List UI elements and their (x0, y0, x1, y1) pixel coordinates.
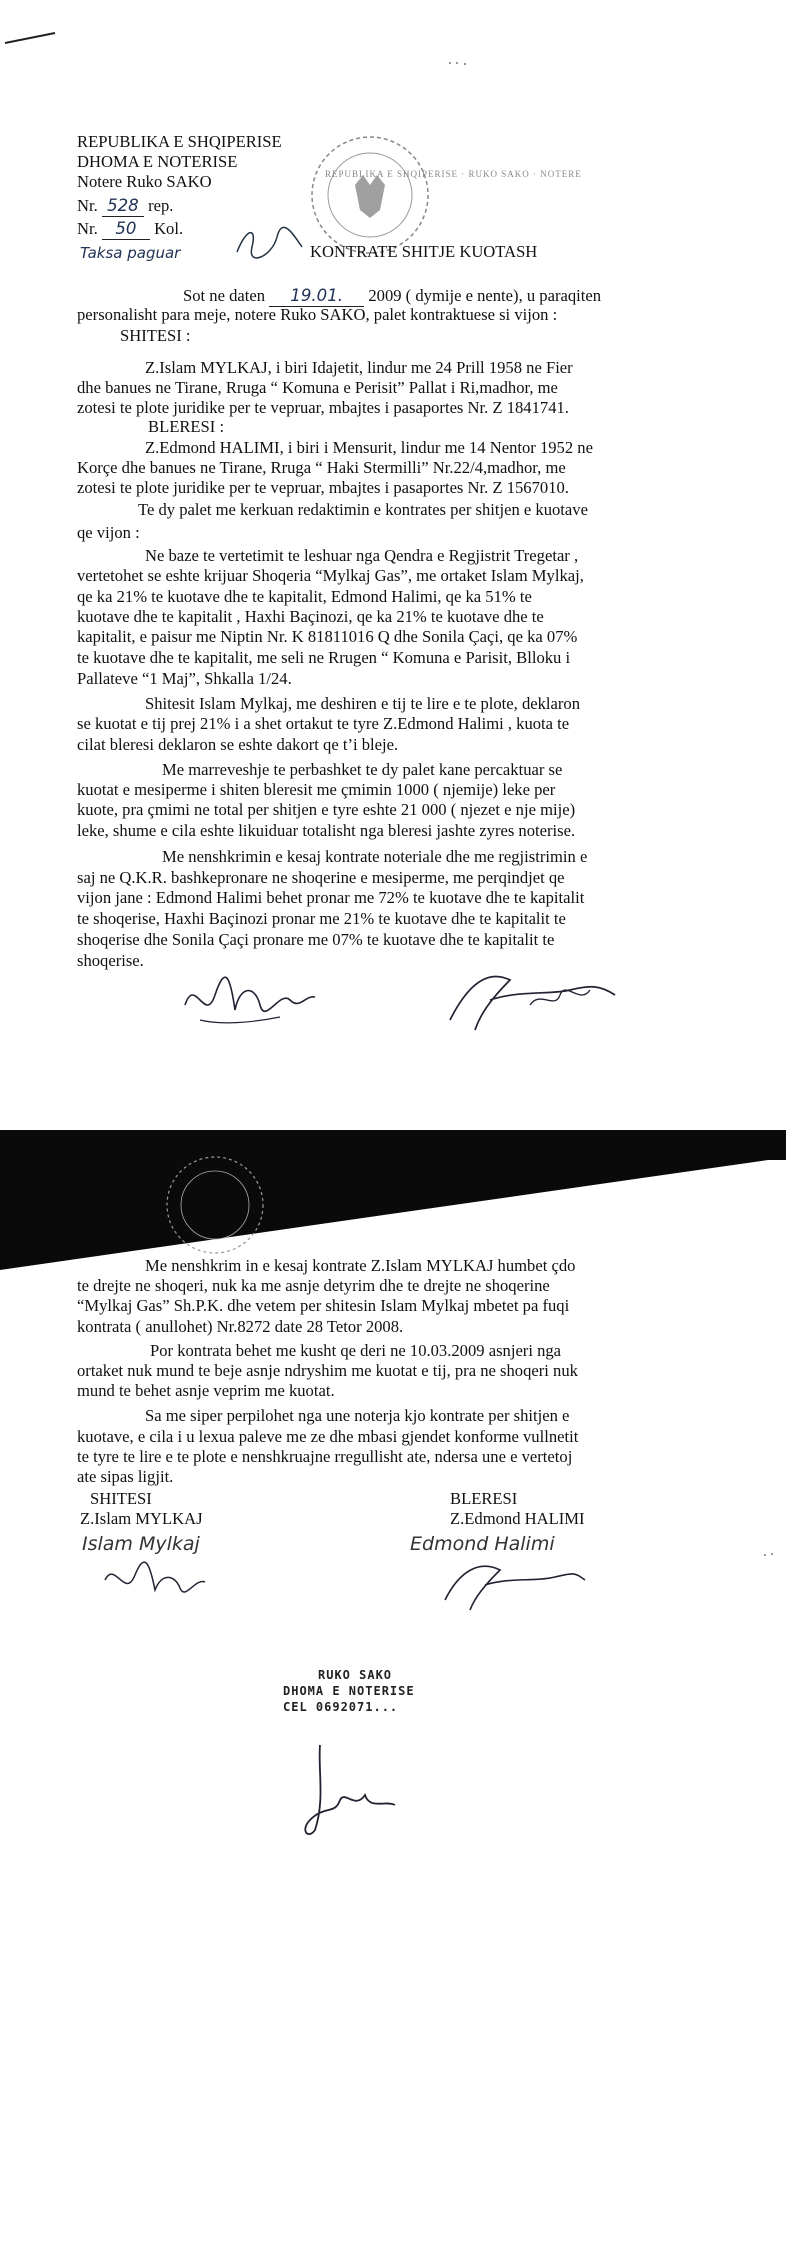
corner-mark (0, 25, 60, 45)
tax-scribble (232, 222, 312, 262)
header-chamber: DHOMA E NOTERISE (77, 152, 238, 171)
tax-note: Taksa paguar (80, 244, 181, 262)
body-line: te tyre te lire e te plote e nenshkruajne rregullisht ate, ndersa une e vertetoj (77, 1447, 573, 1466)
body-line: te shoqerise, Haxhi Baçinozi pronar me 21% te kuotave dhe te kapitalit te (77, 909, 566, 928)
stamp-line: CEL 0692071... (283, 1700, 399, 1714)
buyer-label: BLERESI (450, 1489, 518, 1508)
body-line: Z.Edmond HALIMI, i biri i Mensurit, lindur me 14 Nentor 1952 ne (145, 438, 593, 457)
document-page-2 (0, 1130, 786, 2246)
body-line: se kuotat e tij prej 21% i a shet ortakut te tyre Z.Edmond Halimi , kuota te (77, 714, 570, 733)
seller-name: Z.Islam MYLKAJ (80, 1509, 203, 1528)
body-line: SHITESI : (120, 326, 191, 345)
body-line: “Mylkaj Gas” Sh.P.K. dhe vetem per shitesin Islam Mylkaj mbetet pa fuqi (77, 1296, 570, 1315)
kol-number: 50 (102, 219, 150, 240)
body-line: Me marreveshje te perbashket te dy palet kane percaktuar se (162, 760, 563, 779)
nr-label: Nr. (77, 196, 98, 215)
body-line: Por kontrata behet me kusht qe deri ne 10.03.2009 asnjeri nga (150, 1341, 562, 1360)
body-line: kuotave dhe te kapitalit , Haxhi Baçinozi, qe ka 21% te kuotave dhe te (77, 607, 544, 626)
page-gap (0, 1095, 786, 1130)
seller-signature-2 (100, 1560, 210, 1610)
date-line (183, 286, 601, 307)
nr-label-2: Nr. (77, 219, 98, 238)
document-page-1 (0, 0, 786, 1095)
body-line: kontrata ( anullohet) Nr.8272 date 28 Tetor 2008. (77, 1317, 404, 1336)
page-edge-dots-2 (760, 1550, 786, 1560)
seal-text: REPUBLIKA E SHQIPERISE · RUKO SAKO · NOTERE (325, 169, 582, 179)
body-line: Z.Islam MYLKAJ, i biri Idajetit, lindur me 24 Prill 1958 ne Fier (145, 358, 573, 377)
body-line: dhe banues ne Tirane, Rruga “ Komuna e Perisit” Pallat i Ri,madhor, me (77, 378, 558, 397)
body-line: kuote, pra çmimi ne total per shitjen e tyre eshte 21 000 ( njezet e nje mije) (77, 800, 576, 819)
date-prefix: Sot ne daten (183, 286, 266, 305)
body-line: zotesi te plote juridike per te vepruar, mbajtes i pasaportes Nr. Z 1841741. (77, 398, 569, 417)
buyer-name: Z.Edmond HALIMI (450, 1509, 585, 1528)
body-line: shoqerise dhe Sonila Çaçi pronare me 07% te kuotave dhe te kapitalit te (77, 930, 555, 949)
kol-label: Kol. (154, 219, 184, 238)
stamp-line: RUKO SAKO (318, 1668, 393, 1682)
body-line: te kuotave dhe te kapitalit, me seli ne Rrugen “ Komuna e Parisit, Blloku i (77, 648, 571, 667)
body-line: kuotat e mesiperme i shiten bleresit me çmimin 1000 ( njemije) leke per (77, 780, 556, 799)
rep-number: 528 (102, 196, 144, 217)
body-line: Ne baze te vertetimit te leshuar nga Qendra e Regjistrit Tregetar , (145, 546, 579, 565)
body-line: kapitalit, e paisur me Niptin Nr. K 81811016 Q dhe Sonila Çaçi, qe ka 07% (77, 627, 578, 646)
scan-shadow (0, 1130, 786, 1270)
buyer-signature-1 (430, 960, 630, 1040)
stamp-line: DHOMA E NOTERISE (283, 1684, 415, 1698)
body-line: saj ne Q.K.R. bashkepronare ne shoqerine e mesiperme, me perqindjet qe (77, 868, 565, 887)
notary-signature (290, 1740, 410, 1850)
body-line: Me nenshkrimin e kesaj kontrate noteriale dhe me regjistrimin e (162, 847, 588, 866)
notary-seal-faint (160, 1150, 270, 1260)
body-line: vijon jane : Edmond Halimi behet pronar me 72% te kuotave dhe te kapitalit (77, 888, 585, 907)
body-line: BLERESI : (148, 417, 225, 436)
body-line: zotesi te plote juridike per te vepruar, mbajtes i pasaportes Nr. Z 1567010. (77, 478, 569, 497)
header-rep-line (77, 196, 173, 217)
body-line: shoqerise. (77, 951, 144, 970)
body-line: Me nenshkrim in e kesaj kontrate Z.Islam MYLKAJ humbet çdo (145, 1256, 576, 1275)
header-kol-line (77, 219, 183, 240)
body-line: Shitesit Islam Mylkaj, me deshiren e tij te lire e te plote, deklaron (145, 694, 581, 713)
body-line: cilat bleresi deklaron se eshte dakort qe t’i bleje. (77, 735, 399, 754)
buyer-signature-2 (430, 1555, 590, 1615)
page-edge-dots (445, 58, 485, 68)
buyer-handwritten-name: Edmond Halimi (410, 1533, 555, 1555)
seller-signature-1 (180, 965, 320, 1035)
body-line: kuotave, e cila i u lexua paleve me ze dhe mbasi gjendet konforme vullnetit (77, 1427, 579, 1446)
contract-title: KONTRATE SHITJE KUOTASH (310, 242, 538, 261)
body-line: qe ka 21% te kuotave dhe te kapitalit, Edmond Halimi, qe ka 51% te (77, 587, 532, 606)
body-line: Korçe dhe banues ne Tirane, Rruga “ Haki Stermilli” Nr.22/4,madhor, me (77, 458, 566, 477)
notary-seal (305, 130, 435, 260)
seller-handwritten-name: Islam Mylkaj (82, 1533, 200, 1555)
rep-label: rep. (148, 196, 174, 215)
body-line: Sa me siper perpilohet nga une noterja kjo kontrate per shitjen e (145, 1406, 570, 1425)
body-line: qe vijon : (77, 523, 140, 542)
seller-label: SHITESI (90, 1489, 152, 1508)
header-notary: Notere Ruko SAKO (77, 172, 212, 191)
body-line: vertetohet se eshte krijuar Shoqeria “Mylkaj Gas”, me ortaket Islam Mylkaj, (77, 566, 584, 585)
body-line: Pallateve “1 Maj”, Shkalla 1/24. (77, 669, 292, 688)
header-republic: REPUBLIKA E SHQIPERISE (77, 132, 282, 151)
body-line: personalisht para meje, notere Ruko SAKO, palet kontraktuese si vijon : (77, 305, 558, 324)
date-suffix: 2009 ( dymije e nente), u paraqiten (368, 286, 602, 305)
date-handwritten: 19.01. (269, 286, 364, 307)
body-line: mund te behet asnje veprim me kuotat. (77, 1381, 335, 1400)
body-line: leke, shume e cila eshte likuiduar totalisht nga bleresi jashte zyres noterise. (77, 821, 576, 840)
body-line: ate sipas ligjit. (77, 1467, 174, 1486)
body-line: te drejte ne shoqeri, nuk ka me asnje detyrim dhe te drejte ne shoqerine (77, 1276, 550, 1295)
body-line: Te dy palet me kerkuan redaktimin e kontrates per shitjen e kuotave (138, 500, 588, 519)
body-line: ortaket nuk mund te beje asnje ndryshim me kuotat e tij, pra ne shoqeri nuk (77, 1361, 578, 1380)
